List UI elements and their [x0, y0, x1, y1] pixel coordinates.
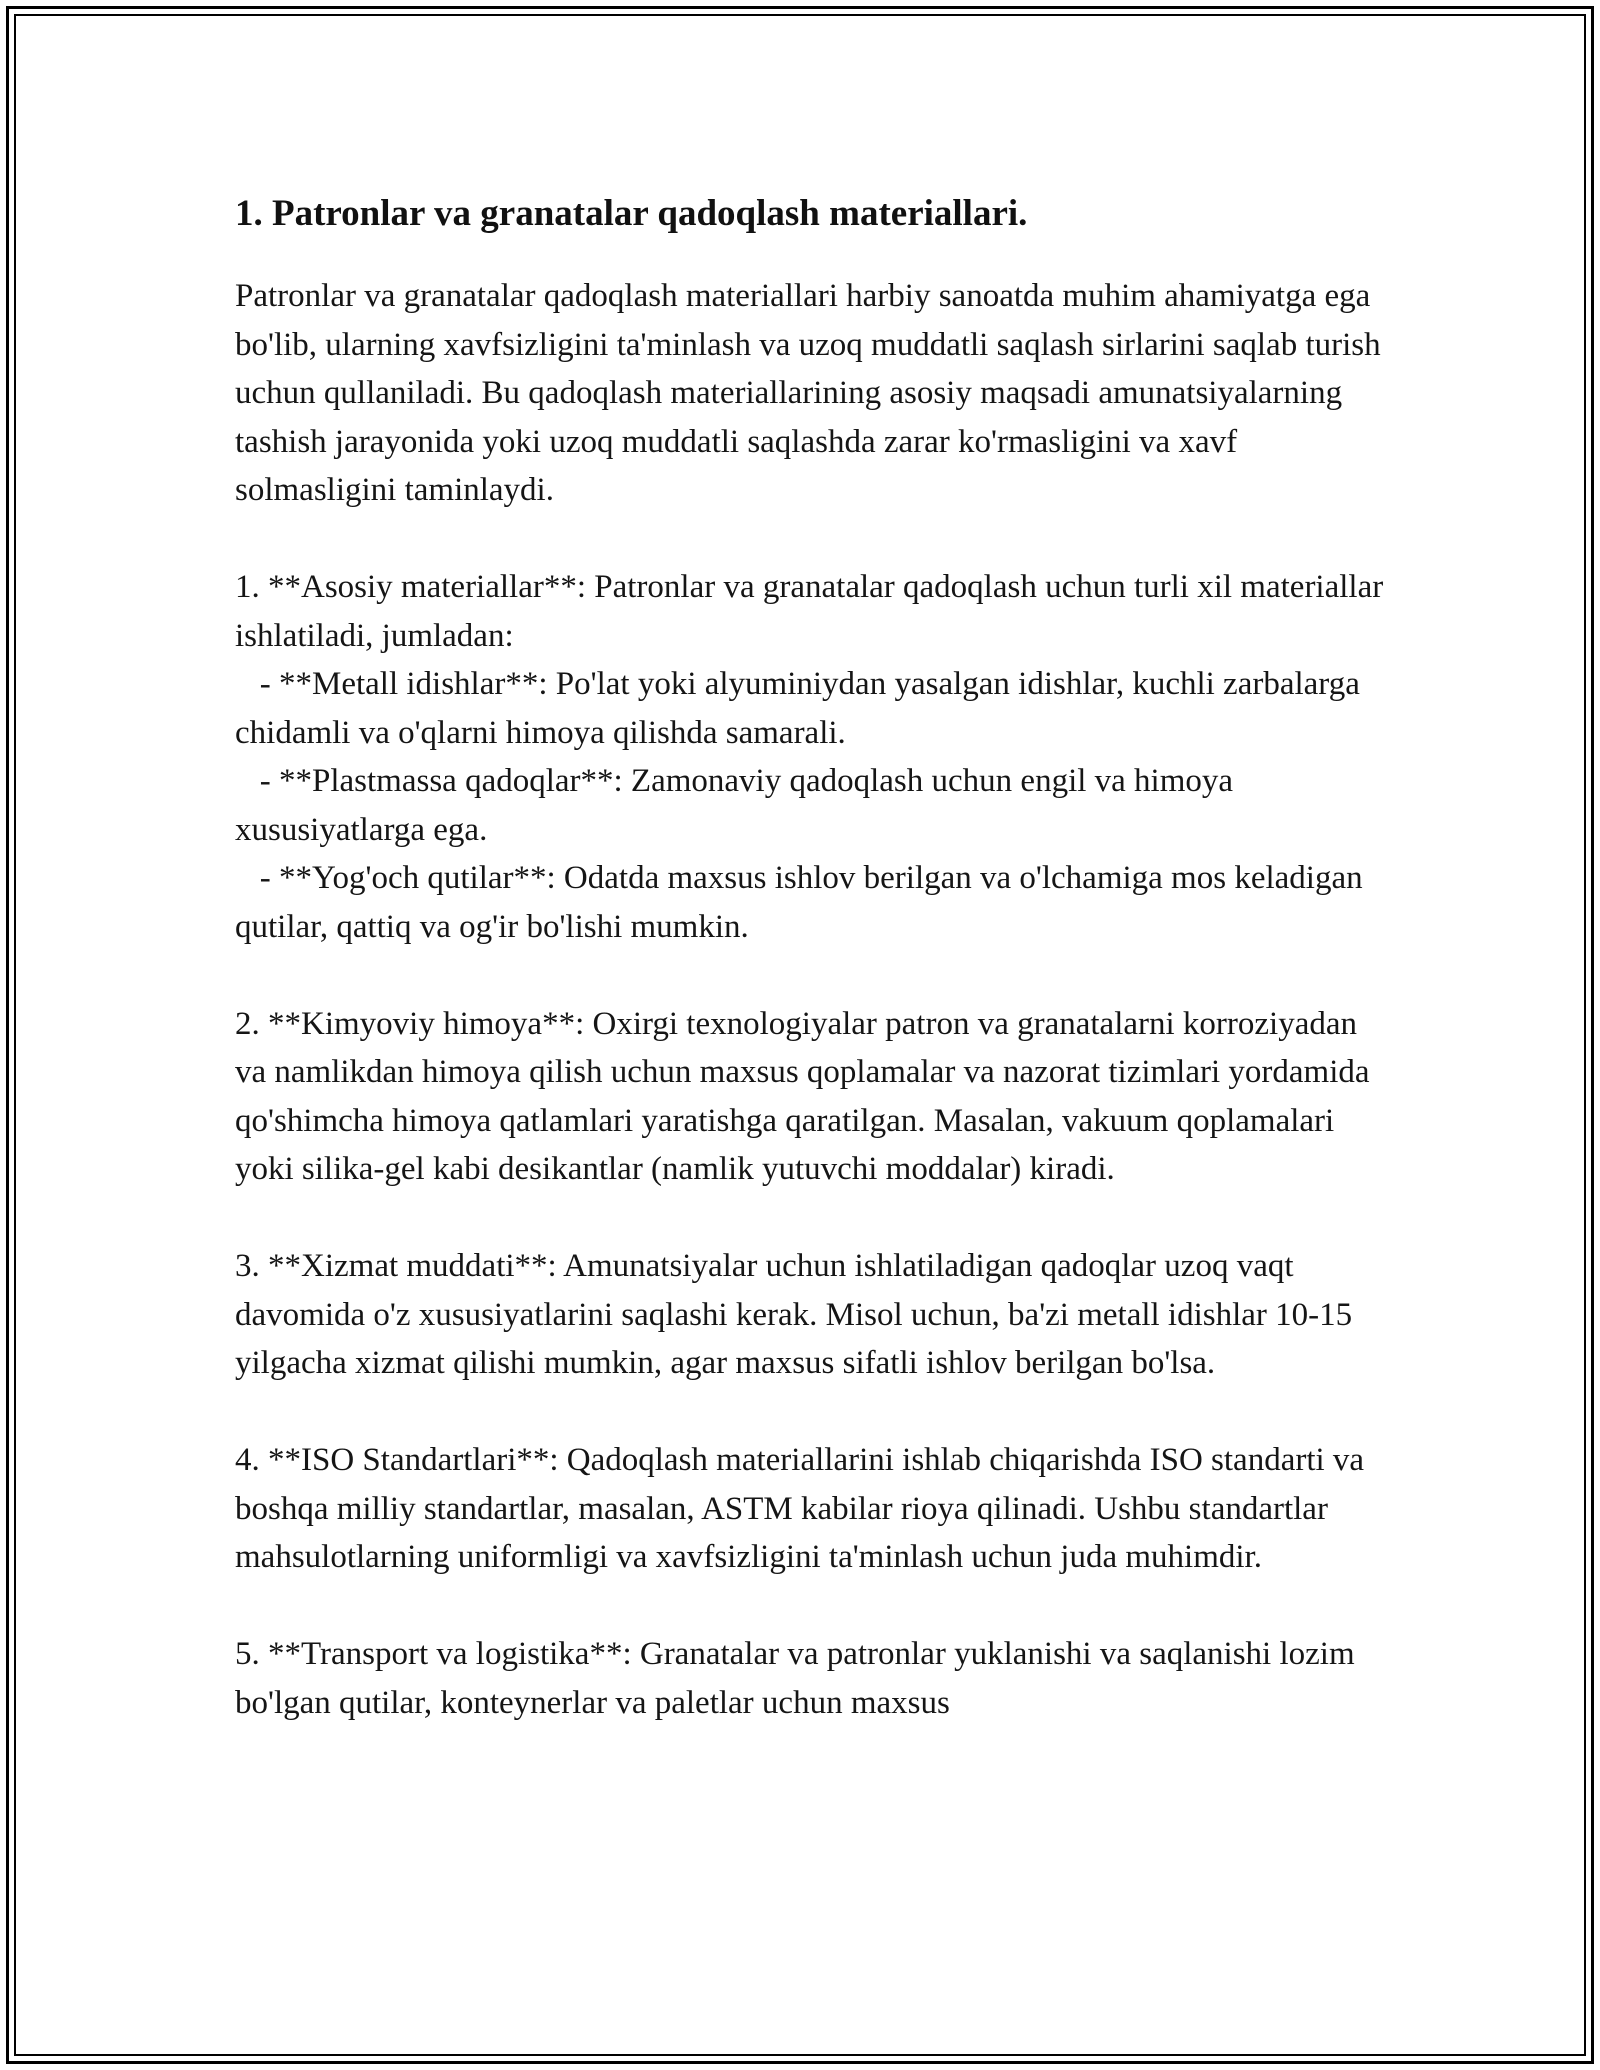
sub-item-wood: - **Yog'och qutilar**: Odatda maxsus ishlov berilgan va o'lchamiga mos keladigan qutilar, qattiq va og'ir bo'lishi mumkin.	[235, 860, 1371, 945]
paragraph-gap	[235, 951, 1395, 1000]
list-item-2: 2. **Kimyoviy himoya**: Oxirgi texnologiyalar patron va granatalarni korroziyadan va namlikdan himoya qilish uchun maxsus qoplamalar va nazorat tizimlari yordamida qo'shimcha himoya qatlamlari yaratishga qaratilgan. Masalan, vakuum qoplamalari yoki silika-gel kabi desikantlar (namlik yutuvchi moddalar) kiradi.	[235, 1005, 1378, 1187]
list-item-3: 3. **Xizmat muddati**: Amunatsiyalar uchun ishlatiladigan qadoqlar uzoq vaqt davomida o'z xususiyatlarini saqlashi kerak. Misol uchun, ba'zi metall idishlar 10-15 yilgacha xizmat qilishi mumkin, agar maxsus sifatli ishlov berilgan bo'lsa.	[235, 1248, 1361, 1381]
document-body	[235, 186, 1395, 1727]
document-title: 1. Patronlar va granatalar qadoqlash materiallari.	[235, 193, 1028, 234]
list-item-1: 1. **Asosiy materiallar**: Patronlar va granatalar qadoqlash uchun turli xil materiallar ishlatiladi, jumladan:	[235, 569, 1392, 654]
intro-paragraph: Patronlar va granatalar qadoqlash materiallari harbiy sanoatda muhim ahamiyatga ega bo'lib, ularning xavfsizligini ta'minlash va uzoq muddatli saqlash sirlarini saqlab turish uchun qullaniladi. Bu qadoqlash materiallarining asosiy maqsadi amunatsiyalarning tashish jarayonida yoki uzoq muddatli saqlashda zarar ko'rmasligini va xavf solmasligini taminlaydi.	[235, 278, 1389, 508]
sub-item-plastic: - **Plastmassa qadoqlar**: Zamonaviy qadoqlash uchun engil va himoya xususiyatlarga ega.	[235, 763, 1242, 848]
sub-item-metal: - **Metall idishlar**: Po'lat yoki alyuminiydan yasalgan idishlar, kuchli zarbalarga chidamli va o'qlarni himoya qilishda samarali.	[235, 666, 1369, 751]
list-item-5: 5. **Transport va logistika**: Granatalar va patronlar yuklanishi va saqlanishi lozim bo'lgan qutilar, konteynerlar va paletlar uchun maxsus	[235, 1636, 1363, 1721]
paragraph-gap	[235, 1194, 1395, 1243]
paragraph-gap	[235, 1388, 1395, 1437]
paragraph-gap	[235, 1582, 1395, 1631]
paragraph-gap	[235, 515, 1395, 564]
list-item-4: 4. **ISO Standartlari**: Qadoqlash materiallarini ishlab chiqarishda ISO standarti va boshqa milliy standartlar, masalan, ASTM kabilar rioya qilinadi. Ushbu standartlar mahsulotlarning uniformligi va xavfsizligini ta'minlash uchun juda muhimdir.	[235, 1442, 1373, 1575]
